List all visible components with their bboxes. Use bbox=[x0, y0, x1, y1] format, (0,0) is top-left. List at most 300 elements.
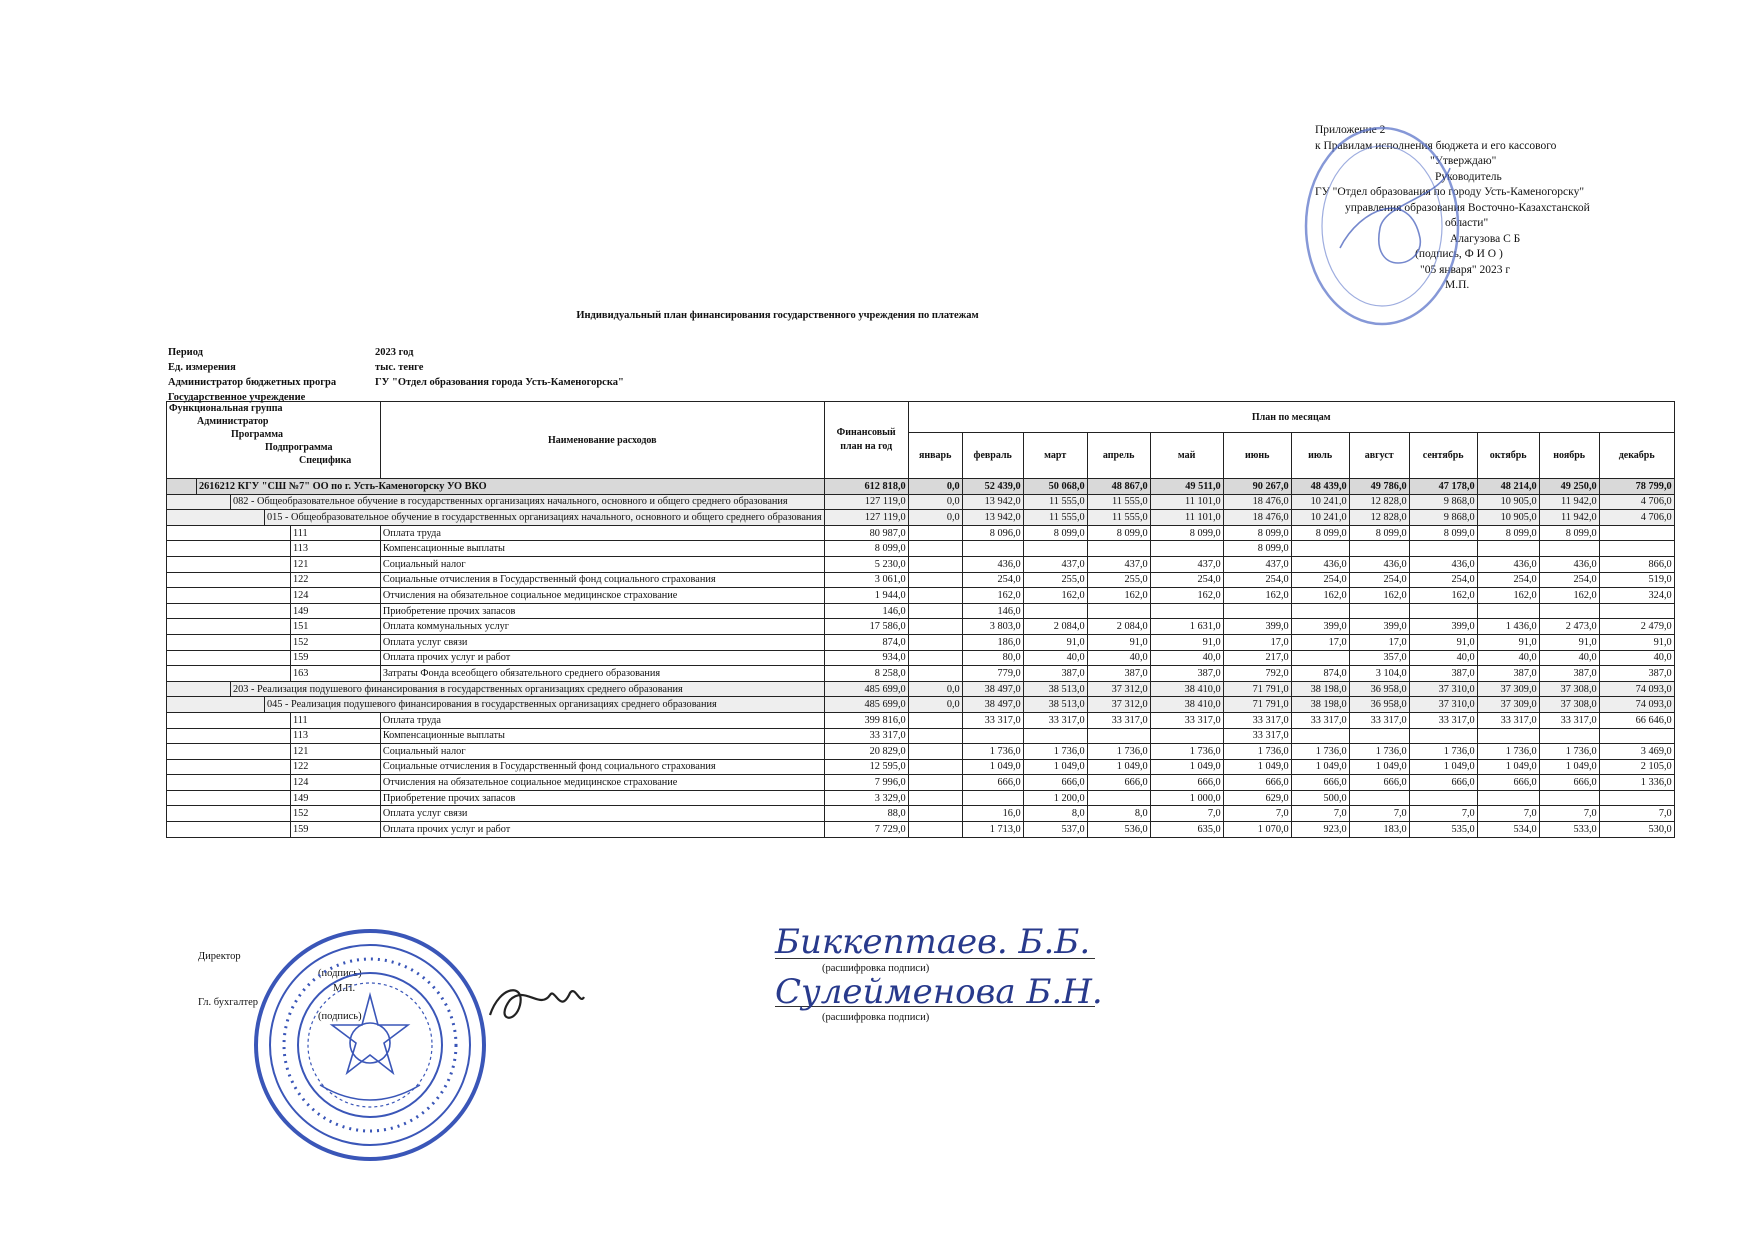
row-month-value bbox=[908, 634, 962, 650]
row-code: 149 bbox=[290, 790, 380, 806]
row-month-value: 8 099,0 bbox=[1539, 525, 1599, 541]
approval-line: области" bbox=[1445, 217, 1489, 229]
row-month-value: 387,0 bbox=[1539, 666, 1599, 682]
row-month-value: 387,0 bbox=[1477, 666, 1539, 682]
institution-label: Государственное учреждение bbox=[168, 392, 306, 403]
row-month-value: 666,0 bbox=[1023, 775, 1087, 791]
table-row bbox=[167, 697, 1675, 713]
row-month-value bbox=[1150, 728, 1223, 744]
row-month-value bbox=[1087, 790, 1150, 806]
row-label: Отчисления на обязательное социальное медицинское страхование bbox=[380, 775, 824, 791]
row-month-value bbox=[908, 556, 962, 572]
row-month-value: 666,0 bbox=[1349, 775, 1409, 791]
row-month-value bbox=[1477, 790, 1539, 806]
row-label: Оплата труда bbox=[380, 712, 824, 728]
row-month-value: 11 555,0 bbox=[1023, 510, 1087, 526]
row-total: 399 816,0 bbox=[824, 712, 908, 728]
stamp-caption: М.П. bbox=[333, 983, 356, 994]
document-title: Индивидуальный план финансирования государственного учреждения по платежам bbox=[576, 310, 979, 321]
row-month-value: 2 084,0 bbox=[1087, 619, 1150, 635]
row-code: 113 bbox=[290, 728, 380, 744]
table-row bbox=[167, 759, 1675, 775]
cell-empty bbox=[167, 759, 291, 775]
row-code: 122 bbox=[290, 759, 380, 775]
row-month-value: 3 803,0 bbox=[962, 619, 1023, 635]
row-month-value: 7,0 bbox=[1223, 806, 1291, 822]
row-month-value: 1 049,0 bbox=[962, 759, 1023, 775]
approval-line: к Правилам исполнения бюджета и его кассового bbox=[1315, 139, 1557, 152]
row-month-value bbox=[1599, 525, 1674, 541]
row-month-value: 437,0 bbox=[1087, 556, 1150, 572]
row-month-value: 38 410,0 bbox=[1150, 681, 1223, 697]
row-month-value: 2 479,0 bbox=[1599, 619, 1674, 635]
row-month-value bbox=[1599, 603, 1674, 619]
row-month-value bbox=[1409, 728, 1477, 744]
row-month-value bbox=[1539, 728, 1599, 744]
row-month-value: 1 436,0 bbox=[1477, 619, 1539, 635]
row-month-value: 1 736,0 bbox=[1291, 744, 1349, 760]
row-month-value bbox=[1477, 728, 1539, 744]
financing-plan-table bbox=[166, 401, 1675, 838]
row-code: 124 bbox=[290, 775, 380, 791]
row-month-value: 436,0 bbox=[1349, 556, 1409, 572]
row-month-value: 0,0 bbox=[908, 494, 962, 510]
row-month-value: 923,0 bbox=[1291, 822, 1349, 838]
header-month: июнь bbox=[1223, 433, 1291, 479]
director-label: Директор bbox=[198, 951, 241, 962]
cell-empty bbox=[167, 510, 265, 526]
table-row bbox=[167, 712, 1675, 728]
row-month-value: 629,0 bbox=[1223, 790, 1291, 806]
row-month-value: 40,0 bbox=[1150, 650, 1223, 666]
row-month-value: 4 706,0 bbox=[1599, 510, 1674, 526]
row-month-value: 162,0 bbox=[1223, 588, 1291, 604]
row-total: 3 329,0 bbox=[824, 790, 908, 806]
row-month-value: 254,0 bbox=[962, 572, 1023, 588]
row-month-value: 666,0 bbox=[1291, 775, 1349, 791]
director-name-handwritten: Биккептаев. Б.Б. bbox=[775, 922, 1091, 962]
row-month-value: 37 312,0 bbox=[1087, 681, 1150, 697]
row-month-value bbox=[908, 712, 962, 728]
row-month-value: 38 497,0 bbox=[962, 697, 1023, 713]
row-month-value: 536,0 bbox=[1087, 822, 1150, 838]
row-month-value: 37 310,0 bbox=[1409, 697, 1477, 713]
row-month-value: 40,0 bbox=[1477, 650, 1539, 666]
row-month-value: 255,0 bbox=[1087, 572, 1150, 588]
row-month-value bbox=[908, 666, 962, 682]
row-month-value bbox=[908, 588, 962, 604]
row-month-value: 866,0 bbox=[1599, 556, 1674, 572]
row-month-value: 162,0 bbox=[1539, 588, 1599, 604]
row-month-value: 33 317,0 bbox=[1087, 712, 1150, 728]
row-month-value: 8 099,0 bbox=[1087, 525, 1150, 541]
row-total: 88,0 bbox=[824, 806, 908, 822]
row-month-value bbox=[908, 541, 962, 557]
cell-empty bbox=[167, 479, 197, 495]
row-month-value: 0,0 bbox=[908, 510, 962, 526]
row-month-value bbox=[1291, 603, 1349, 619]
row-month-value bbox=[908, 728, 962, 744]
row-month-value bbox=[1349, 790, 1409, 806]
row-month-value bbox=[1539, 790, 1599, 806]
row-month-value bbox=[1087, 603, 1150, 619]
director-signature-caption: (подпись) bbox=[318, 968, 362, 979]
row-month-value: 1 049,0 bbox=[1223, 759, 1291, 775]
row-month-value: 7,0 bbox=[1539, 806, 1599, 822]
row-month-value: 90 267,0 bbox=[1223, 479, 1291, 495]
row-month-value bbox=[908, 744, 962, 760]
row-month-value: 1 049,0 bbox=[1539, 759, 1599, 775]
row-month-value: 162,0 bbox=[1087, 588, 1150, 604]
row-month-value: 666,0 bbox=[962, 775, 1023, 791]
row-total: 485 699,0 bbox=[824, 697, 908, 713]
row-month-value bbox=[908, 650, 962, 666]
row-code: 159 bbox=[290, 650, 380, 666]
row-total: 8 099,0 bbox=[824, 541, 908, 557]
row-total: 874,0 bbox=[824, 634, 908, 650]
row-month-value: 254,0 bbox=[1223, 572, 1291, 588]
row-month-value bbox=[908, 525, 962, 541]
table-row bbox=[167, 744, 1675, 760]
header-month: март bbox=[1023, 433, 1087, 479]
row-month-value: 792,0 bbox=[1223, 666, 1291, 682]
approval-line: управления образования Восточно-Казахстанской bbox=[1345, 201, 1590, 214]
cell-empty bbox=[167, 556, 291, 572]
header-expense-name: Наименование расходов bbox=[380, 402, 824, 479]
row-month-value: 666,0 bbox=[1477, 775, 1539, 791]
row-month-value: 71 791,0 bbox=[1223, 697, 1291, 713]
approval-line: "05 января" 2023 г bbox=[1420, 263, 1511, 276]
row-month-value: 7,0 bbox=[1477, 806, 1539, 822]
row-code: 121 bbox=[290, 744, 380, 760]
row-code: 149 bbox=[290, 603, 380, 619]
cell-empty bbox=[167, 666, 291, 682]
period-label: Период bbox=[168, 347, 203, 358]
row-month-value: 436,0 bbox=[962, 556, 1023, 572]
header-month: сентябрь bbox=[1409, 433, 1477, 479]
row-total: 20 829,0 bbox=[824, 744, 908, 760]
header-month: январь bbox=[908, 433, 962, 479]
row-label: Социальный налог bbox=[380, 556, 824, 572]
cell-empty bbox=[167, 790, 291, 806]
header-code-program: Программа bbox=[231, 429, 283, 440]
row-month-value: 146,0 bbox=[962, 603, 1023, 619]
cell-empty bbox=[167, 712, 291, 728]
row-month-value: 48 214,0 bbox=[1477, 479, 1539, 495]
row-month-value: 91,0 bbox=[1477, 634, 1539, 650]
header-month: май bbox=[1150, 433, 1223, 479]
row-month-value: 436,0 bbox=[1539, 556, 1599, 572]
row-month-value: 33 317,0 bbox=[1349, 712, 1409, 728]
row-total: 17 586,0 bbox=[824, 619, 908, 635]
table-row bbox=[167, 479, 1675, 495]
row-month-value: 49 786,0 bbox=[1349, 479, 1409, 495]
row-month-value: 436,0 bbox=[1291, 556, 1349, 572]
row-month-value: 17,0 bbox=[1223, 634, 1291, 650]
row-month-value: 217,0 bbox=[1223, 650, 1291, 666]
row-code: 151 bbox=[290, 619, 380, 635]
row-month-value: 436,0 bbox=[1409, 556, 1477, 572]
row-month-value bbox=[908, 806, 962, 822]
row-month-value: 399,0 bbox=[1409, 619, 1477, 635]
row-month-value: 9 868,0 bbox=[1409, 494, 1477, 510]
row-month-value bbox=[908, 572, 962, 588]
table-row bbox=[167, 494, 1675, 510]
row-month-value: 1 049,0 bbox=[1023, 759, 1087, 775]
row-month-value: 387,0 bbox=[1599, 666, 1674, 682]
row-label: Оплата труда bbox=[380, 525, 824, 541]
accountant-signature-caption: (подпись) bbox=[318, 1011, 362, 1022]
row-month-value: 534,0 bbox=[1477, 822, 1539, 838]
row-month-value: 399,0 bbox=[1349, 619, 1409, 635]
row-month-value: 17,0 bbox=[1291, 634, 1349, 650]
row-month-value: 1 713,0 bbox=[962, 822, 1023, 838]
row-month-value: 0,0 bbox=[908, 697, 962, 713]
row-label: Оплата услуг связи bbox=[380, 806, 824, 822]
header-month: апрель bbox=[1087, 433, 1150, 479]
table-row bbox=[167, 650, 1675, 666]
row-month-value: 1 049,0 bbox=[1291, 759, 1349, 775]
row-total: 1 944,0 bbox=[824, 588, 908, 604]
row-code: 122 bbox=[290, 572, 380, 588]
row-month-value: 49 511,0 bbox=[1150, 479, 1223, 495]
approval-line: Руководитель bbox=[1435, 170, 1502, 183]
row-month-value: 91,0 bbox=[1150, 634, 1223, 650]
row-month-value: 1 736,0 bbox=[1349, 744, 1409, 760]
row-month-value: 36 958,0 bbox=[1349, 697, 1409, 713]
row-code: 124 bbox=[290, 588, 380, 604]
row-month-value: 48 439,0 bbox=[1291, 479, 1349, 495]
row-month-value bbox=[1087, 541, 1150, 557]
table-row bbox=[167, 775, 1675, 791]
cell-empty bbox=[167, 650, 291, 666]
approval-line: ГУ "Отдел образования по городу Усть-Каменогорску" bbox=[1315, 186, 1585, 198]
row-total: 8 258,0 bbox=[824, 666, 908, 682]
row-month-value: 33 317,0 bbox=[1291, 712, 1349, 728]
row-month-value: 33 317,0 bbox=[1023, 712, 1087, 728]
row-label: Оплата прочих услуг и работ bbox=[380, 650, 824, 666]
row-month-value bbox=[1477, 541, 1539, 557]
row-month-value: 8 099,0 bbox=[1223, 525, 1291, 541]
admin-label: Администратор бюджетных програ bbox=[168, 377, 337, 388]
table-row bbox=[167, 822, 1675, 838]
row-month-value: 436,0 bbox=[1477, 556, 1539, 572]
row-label: 203 - Реализация подушевого финансирования в государственных организациях среднего образования bbox=[231, 681, 825, 697]
cell-empty bbox=[167, 619, 291, 635]
row-month-value: 1 736,0 bbox=[962, 744, 1023, 760]
row-month-value: 37 308,0 bbox=[1539, 697, 1599, 713]
row-month-value: 1 736,0 bbox=[1023, 744, 1087, 760]
row-month-value: 11 555,0 bbox=[1087, 510, 1150, 526]
row-month-value: 10 905,0 bbox=[1477, 494, 1539, 510]
row-total: 612 818,0 bbox=[824, 479, 908, 495]
row-total: 5 230,0 bbox=[824, 556, 908, 572]
row-month-value bbox=[1349, 728, 1409, 744]
row-month-value: 71 791,0 bbox=[1223, 681, 1291, 697]
table-row bbox=[167, 603, 1675, 619]
row-month-value: 8,0 bbox=[1023, 806, 1087, 822]
row-month-value: 1 736,0 bbox=[1223, 744, 1291, 760]
row-month-value: 1 736,0 bbox=[1477, 744, 1539, 760]
row-month-value bbox=[908, 603, 962, 619]
row-total: 146,0 bbox=[824, 603, 908, 619]
row-month-value bbox=[1599, 790, 1674, 806]
header-month: декабрь bbox=[1599, 433, 1674, 479]
row-total: 3 061,0 bbox=[824, 572, 908, 588]
row-month-value: 666,0 bbox=[1539, 775, 1599, 791]
row-month-value: 91,0 bbox=[1599, 634, 1674, 650]
row-month-value: 74 093,0 bbox=[1599, 681, 1674, 697]
row-month-value: 13 942,0 bbox=[962, 494, 1023, 510]
approval-line: "Утверждаю" bbox=[1430, 155, 1497, 167]
approval-line: Алагузова С Б bbox=[1450, 232, 1521, 245]
table-row bbox=[167, 556, 1675, 572]
row-label: Приобретение прочих запасов bbox=[380, 790, 824, 806]
row-month-value: 11 942,0 bbox=[1539, 510, 1599, 526]
header-month: ноябрь bbox=[1539, 433, 1599, 479]
row-month-value: 40,0 bbox=[1023, 650, 1087, 666]
period-value: 2023 год bbox=[375, 347, 414, 358]
row-month-value: 500,0 bbox=[1291, 790, 1349, 806]
header-code-administrator: Администратор bbox=[197, 416, 269, 427]
row-month-value: 387,0 bbox=[1023, 666, 1087, 682]
approval-line: (подпись, Ф И О ) bbox=[1415, 248, 1503, 260]
row-month-value: 1 200,0 bbox=[1023, 790, 1087, 806]
accountant-transcript-caption: (расшифровка подписи) bbox=[822, 1012, 930, 1023]
row-label: Социальный налог bbox=[380, 744, 824, 760]
row-month-value: 1 736,0 bbox=[1539, 744, 1599, 760]
row-month-value: 18 476,0 bbox=[1223, 510, 1291, 526]
cell-empty bbox=[167, 728, 291, 744]
row-month-value bbox=[1291, 541, 1349, 557]
chief-accountant-label: Гл. бухгалтер bbox=[198, 997, 259, 1008]
row-month-value: 1 736,0 bbox=[1150, 744, 1223, 760]
row-month-value: 162,0 bbox=[1023, 588, 1087, 604]
row-month-value: 399,0 bbox=[1291, 619, 1349, 635]
table-row bbox=[167, 634, 1675, 650]
row-month-value: 8 099,0 bbox=[1477, 525, 1539, 541]
row-month-value: 186,0 bbox=[962, 634, 1023, 650]
row-label: Затраты Фонда всеобщего обязательного среднего образования bbox=[380, 666, 824, 682]
row-month-value bbox=[1023, 603, 1087, 619]
row-month-value: 33 317,0 bbox=[1539, 712, 1599, 728]
row-month-value: 2 084,0 bbox=[1023, 619, 1087, 635]
row-code: 111 bbox=[290, 712, 380, 728]
header-month: февраль bbox=[962, 433, 1023, 479]
row-month-value bbox=[1409, 790, 1477, 806]
row-month-value: 0,0 bbox=[908, 479, 962, 495]
header-financial-plan: Финансовый план на год bbox=[824, 402, 908, 479]
row-month-value: 91,0 bbox=[1087, 634, 1150, 650]
cell-empty bbox=[167, 697, 265, 713]
row-month-value: 254,0 bbox=[1349, 572, 1409, 588]
row-month-value: 162,0 bbox=[1349, 588, 1409, 604]
row-month-value bbox=[1023, 541, 1087, 557]
row-month-value: 183,0 bbox=[1349, 822, 1409, 838]
header-monthly-plan: План по месяцам bbox=[908, 402, 1674, 433]
row-month-value bbox=[1150, 603, 1223, 619]
row-month-value: 1 049,0 bbox=[1150, 759, 1223, 775]
row-month-value: 11 101,0 bbox=[1150, 494, 1223, 510]
row-month-value: 1 736,0 bbox=[1087, 744, 1150, 760]
row-month-value: 1 336,0 bbox=[1599, 775, 1674, 791]
row-month-value: 33 317,0 bbox=[962, 712, 1023, 728]
row-month-value bbox=[1223, 603, 1291, 619]
row-month-value: 40,0 bbox=[1599, 650, 1674, 666]
row-month-value: 1 049,0 bbox=[1349, 759, 1409, 775]
cell-empty bbox=[167, 525, 291, 541]
row-month-value: 40,0 bbox=[1087, 650, 1150, 666]
row-month-value: 533,0 bbox=[1539, 822, 1599, 838]
row-code: 121 bbox=[290, 556, 380, 572]
row-month-value: 8 099,0 bbox=[1150, 525, 1223, 541]
row-label: Социальные отчисления в Государственный фонд социального страхования bbox=[380, 572, 824, 588]
row-month-value: 8 099,0 bbox=[1023, 525, 1087, 541]
row-month-value: 33 317,0 bbox=[1223, 728, 1291, 744]
row-total: 7 729,0 bbox=[824, 822, 908, 838]
table-row bbox=[167, 728, 1675, 744]
table-row bbox=[167, 681, 1675, 697]
row-month-value: 387,0 bbox=[1150, 666, 1223, 682]
row-month-value: 4 706,0 bbox=[1599, 494, 1674, 510]
cell-empty bbox=[167, 744, 291, 760]
row-month-value bbox=[908, 775, 962, 791]
header-code-functional-group: Функциональная группа bbox=[169, 403, 283, 414]
row-month-value: 437,0 bbox=[1223, 556, 1291, 572]
accountant-name-handwritten: Сулейменова Б.Н. bbox=[775, 972, 1103, 1012]
row-month-value bbox=[1291, 650, 1349, 666]
row-month-value: 666,0 bbox=[1087, 775, 1150, 791]
row-month-value: 8,0 bbox=[1087, 806, 1150, 822]
row-month-value: 11 555,0 bbox=[1023, 494, 1087, 510]
row-label: Социальные отчисления в Государственный фонд социального страхования bbox=[380, 759, 824, 775]
row-month-value: 535,0 bbox=[1409, 822, 1477, 838]
row-total: 934,0 bbox=[824, 650, 908, 666]
row-month-value: 17,0 bbox=[1349, 634, 1409, 650]
row-month-value: 519,0 bbox=[1599, 572, 1674, 588]
row-month-value: 1 049,0 bbox=[1409, 759, 1477, 775]
cell-empty bbox=[167, 681, 231, 697]
row-month-value: 12 828,0 bbox=[1349, 510, 1409, 526]
row-month-value bbox=[1539, 541, 1599, 557]
row-month-value: 38 410,0 bbox=[1150, 697, 1223, 713]
row-code: 111 bbox=[290, 525, 380, 541]
row-month-value: 254,0 bbox=[1150, 572, 1223, 588]
row-month-value: 874,0 bbox=[1291, 666, 1349, 682]
row-month-value: 78 799,0 bbox=[1599, 479, 1674, 495]
row-month-value: 1 049,0 bbox=[1087, 759, 1150, 775]
row-month-value: 2 473,0 bbox=[1539, 619, 1599, 635]
cell-empty bbox=[167, 775, 291, 791]
row-month-value bbox=[908, 619, 962, 635]
table-row bbox=[167, 666, 1675, 682]
row-month-value: 7,0 bbox=[1599, 806, 1674, 822]
row-month-value bbox=[1087, 728, 1150, 744]
row-month-value: 3 104,0 bbox=[1349, 666, 1409, 682]
row-month-value: 74 093,0 bbox=[1599, 697, 1674, 713]
accountant-signature-scribble bbox=[480, 975, 590, 1035]
row-month-value: 437,0 bbox=[1150, 556, 1223, 572]
row-month-value: 38 497,0 bbox=[962, 681, 1023, 697]
row-total: 127 119,0 bbox=[824, 494, 908, 510]
row-month-value: 7,0 bbox=[1291, 806, 1349, 822]
row-total: 12 595,0 bbox=[824, 759, 908, 775]
row-month-value: 11 101,0 bbox=[1150, 510, 1223, 526]
row-month-value: 162,0 bbox=[1477, 588, 1539, 604]
row-month-value: 7,0 bbox=[1349, 806, 1409, 822]
row-month-value: 37 312,0 bbox=[1087, 697, 1150, 713]
row-month-value: 33 317,0 bbox=[1150, 712, 1223, 728]
